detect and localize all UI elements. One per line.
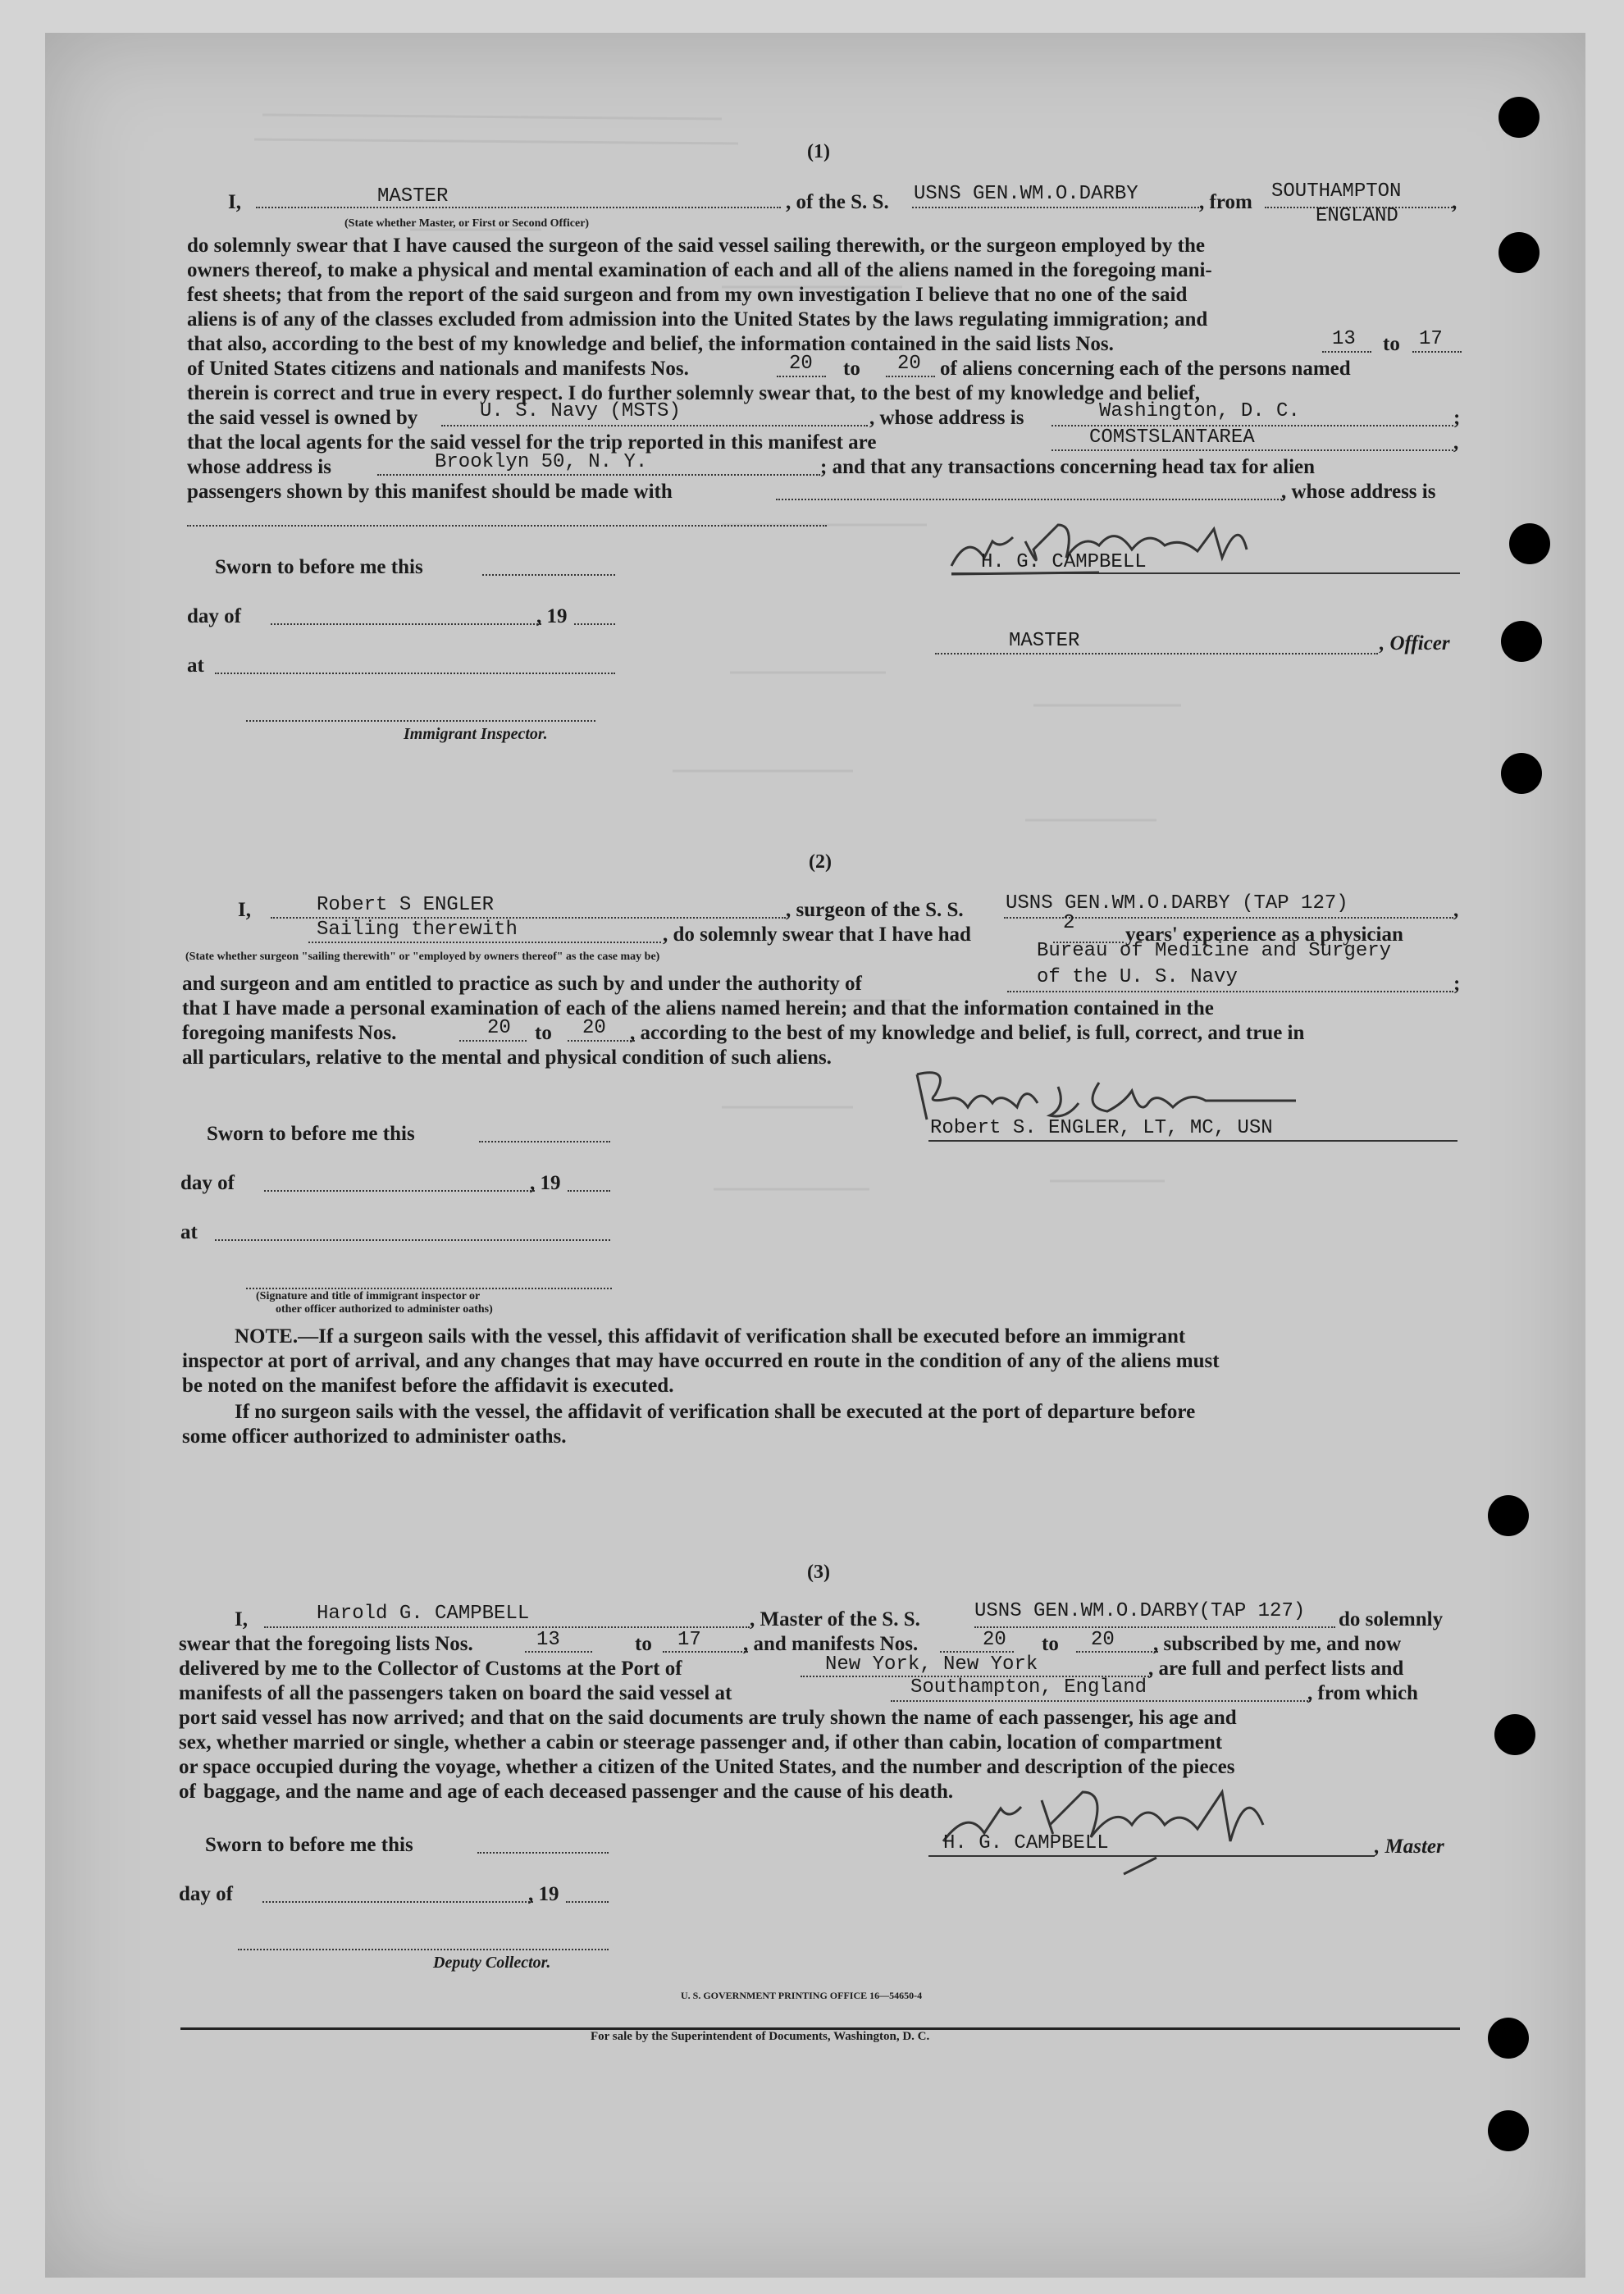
signature	[919, 1759, 1329, 1886]
sworn-text: Sworn to before me this	[215, 556, 423, 578]
year-label: , 19	[528, 1883, 559, 1905]
oath-line: owners thereof, to make a physical and mental examination of each and all of the aliens named in the foregoing mani-	[187, 259, 1212, 281]
at-line	[215, 1239, 610, 1241]
note-line: NOTE.—If a surgeon sails with the vessel, this affidavit of verification shall be executed before an immigrant	[235, 1325, 1186, 1348]
lists-to-line	[1412, 351, 1462, 353]
lists-text: that also, according to the best of my knowledge and belief, the information contained in the said lists Nos.	[187, 333, 1114, 355]
ship-line	[974, 1626, 1335, 1628]
foregoing-text: foregoing manifests Nos.	[182, 1022, 397, 1044]
day-of-label: day of	[187, 605, 241, 627]
comma: ,	[1453, 431, 1459, 454]
day-of-label: day of	[180, 1172, 235, 1194]
manifests-to-line	[1076, 1651, 1158, 1653]
authority-line	[1007, 991, 1453, 992]
inspector-caption: Immigrant Inspector.	[404, 725, 548, 743]
manifests-text: of United States citizens and nationals and manifests Nos.	[187, 358, 689, 380]
signer-name: H. G. CAMPBELL	[943, 1832, 1109, 1854]
surgeon-signature-line	[928, 1140, 1457, 1142]
from-which: , from which	[1307, 1682, 1418, 1704]
agents-address-label: whose address is	[187, 456, 331, 478]
section-number: (1)	[807, 141, 830, 162]
pronoun-i: I,	[228, 191, 241, 213]
year-label: , 19	[530, 1172, 561, 1194]
swear-text: swear that the foregoing lists Nos.	[179, 1633, 473, 1655]
manifests-to: 20	[582, 1017, 606, 1039]
ship-name: USNS GEN.WM.O.DARBY(TAP 127)	[974, 1600, 1306, 1622]
rank-line	[256, 207, 781, 208]
deputy-caption: Deputy Collector.	[433, 1954, 551, 1972]
manifests-from-line	[940, 1651, 1014, 1653]
rank-caption: (State whether Master, or First or Second Officer)	[344, 217, 590, 230]
manifests-to-line	[568, 1040, 635, 1042]
signer-name: Robert S. ENGLER, LT, MC, USN	[930, 1117, 1273, 1139]
manifests-from: 20	[983, 1629, 1006, 1651]
sworn-text: Sworn to before me this	[205, 1834, 413, 1856]
port-from: Southampton, England	[910, 1676, 1147, 1699]
manifests-from-line	[777, 376, 826, 377]
lists-from: 13	[1332, 328, 1356, 350]
year-label: , 19	[536, 605, 568, 627]
officer-label: , Officer	[1380, 632, 1450, 654]
semicolon: ;	[1453, 407, 1461, 429]
day-line	[262, 1901, 533, 1903]
to-label: to	[1042, 1633, 1059, 1655]
sailing-line	[308, 942, 661, 943]
manifests-from: 20	[487, 1017, 511, 1039]
port-from-line	[891, 1700, 1311, 1702]
oath-line-prefix: of	[179, 1781, 196, 1803]
comma: ,	[1453, 899, 1459, 921]
day-line	[264, 1190, 535, 1192]
at-line	[215, 673, 615, 674]
ship-name: USNS GEN.WM.O.DARBY (TAP 127)	[1006, 892, 1348, 914]
port-value: New York, New York	[825, 1653, 1038, 1676]
for-sale-note: For sale by the Superintendent of Documents, Washington, D. C.	[591, 2030, 930, 2043]
at-label: at	[180, 1221, 198, 1243]
punch-hole	[1509, 523, 1550, 564]
manifests-to: 20	[897, 353, 921, 375]
punch-hole	[1499, 232, 1540, 273]
punch-hole	[1501, 753, 1542, 794]
punch-hole	[1494, 1714, 1535, 1755]
signature-caption: other officer authorized to administer oaths)	[276, 1303, 493, 1316]
authority-value-2: of the U. S. Navy	[1037, 966, 1238, 988]
year-line	[574, 623, 615, 625]
head-tax-address-line	[187, 525, 827, 527]
day-line	[271, 623, 541, 625]
oath-line: port said vessel has now arrived; and that on the said documents are truly shown the name of each passenger, his age and	[179, 1707, 1237, 1729]
agents-address-line	[377, 474, 820, 476]
passengers-text: passengers shown by this manifest should be made with	[187, 481, 673, 503]
and-manifests: , and manifests Nos.	[743, 1633, 919, 1655]
sworn-line	[479, 1141, 610, 1142]
owner-line	[441, 425, 868, 426]
to-label: to	[843, 358, 860, 380]
lists-to-line	[663, 1651, 748, 1653]
day-of-label: day of	[179, 1883, 233, 1905]
from-country: ENGLAND	[1316, 205, 1398, 227]
note-line: If no surgeon sails with the vessel, the affidavit of verification shall be executed at the port of departure before	[235, 1401, 1196, 1423]
agents-label: that the local agents for the said vessel for the trip reported in this manifest are	[187, 431, 877, 454]
do-solemnly: do solemnly	[1339, 1608, 1444, 1630]
of-the-ss: , of the S. S.	[786, 191, 889, 213]
years-value: 2	[1063, 912, 1075, 934]
punch-hole	[1499, 97, 1540, 138]
from-label: , from	[1199, 191, 1252, 213]
ship-name: USNS GEN.WM.O.DARBY	[914, 183, 1138, 205]
delivered-post: , are full and perfect lists and	[1148, 1658, 1404, 1680]
section-number: (3)	[807, 1562, 830, 1583]
examination-text: that I have made a personal examination of each of the aliens named herein; and that the information contained in the	[182, 997, 1214, 1019]
swear-text: , do solemnly swear that I have had	[663, 924, 971, 946]
whose-address: , whose address is	[1281, 481, 1436, 503]
sworn-text: Sworn to before me this	[207, 1123, 415, 1145]
manifests-to: 20	[1091, 1629, 1115, 1651]
signature	[935, 500, 1345, 595]
master-name: Harold G. CAMPBELL	[317, 1603, 530, 1625]
oath-line: aliens is of any of the classes excluded from admission into the United States by the laws regulating immigration; and	[187, 308, 1208, 331]
manifests-post: of aliens concerning each of the persons named	[940, 358, 1351, 380]
authority-text: and surgeon and am entitled to practice as such by and under the authority of	[182, 973, 862, 995]
punch-hole	[1488, 1495, 1529, 1536]
note-line: be noted on the manifest before the affidavit is executed.	[182, 1375, 674, 1397]
oath-line: fest sheets; that from the report of the said surgeon and from my own investigation I believe that no one of the said	[187, 284, 1188, 306]
master-of: , Master of the S. S.	[750, 1608, 920, 1630]
manifests-to-line	[886, 376, 935, 377]
lists-from-line	[1322, 351, 1371, 353]
manifests-from-line	[459, 1040, 527, 1042]
agents-address: Brooklyn 50, N. Y.	[435, 451, 648, 473]
sailing-value: Sailing therewith	[317, 919, 518, 941]
officer-line	[935, 653, 1378, 654]
printing-office: U. S. GOVERNMENT PRINTING OFFICE 16—54650-4	[681, 1990, 923, 2001]
therein-line: therein is correct and true in every respect. I do further solemnly swear that, to the best of my knowledge and belief,	[187, 382, 1201, 404]
note-line: inspector at port of arrival, and any changes that may have occurred en route in the condition of any of the aliens must	[182, 1350, 1220, 1372]
lists-to: 17	[1419, 328, 1443, 350]
signature-caption: (Signature and title of immigrant inspector or	[256, 1290, 481, 1302]
oath-line: do solemnly swear that I have caused the surgeon of the said vessel sailing therewith, or the surgeon employed by the	[187, 235, 1205, 257]
lists-from: 13	[536, 1629, 560, 1651]
section-number: (2)	[809, 851, 832, 873]
agents-line	[1051, 449, 1453, 451]
owner-address: Washington, D. C.	[1099, 400, 1300, 422]
oath-line: or space occupied during the voyage, whether a citizen of the United States, and the number and description of the pieces	[179, 1756, 1235, 1778]
years-text: years' experience as a physician	[1125, 924, 1403, 946]
punch-hole	[1501, 621, 1542, 662]
punch-hole	[1488, 2018, 1529, 2059]
rank-value: MASTER	[377, 185, 449, 208]
comma: ,	[1452, 191, 1457, 213]
year-line	[568, 1190, 610, 1192]
authority-value: Bureau of Medicine and Surgery	[1037, 940, 1392, 962]
pronoun-i: I,	[235, 1608, 248, 1630]
to-label: to	[1383, 333, 1400, 355]
owned-label: the said vessel is owned by	[187, 407, 418, 429]
year-line	[566, 1901, 609, 1903]
semicolon: ;	[1453, 973, 1461, 995]
deputy-line	[238, 1949, 609, 1950]
to-label: to	[635, 1633, 652, 1655]
surgeon-name: Robert S ENGLER	[317, 894, 495, 916]
head-tax-text: ; and that any transactions concerning head tax for alien	[820, 456, 1316, 478]
delivered-text: delivered by me to the Collector of Customs at the Port of	[179, 1658, 682, 1680]
agents-value: COMSTSLANTAREA	[1089, 426, 1255, 449]
owner-address-label: , whose address is	[869, 407, 1024, 429]
punch-hole	[1488, 2110, 1529, 2151]
surgeon-of: , surgeon of the S. S.	[786, 899, 964, 921]
from-place: SOUTHAMPTON	[1271, 180, 1402, 203]
particulars-text: all particulars, relative to the mental and physical condition of such aliens.	[182, 1047, 832, 1069]
foregoing-post: , according to the best of my knowledge and belief, is full, correct, and true in	[630, 1022, 1305, 1044]
ship-line	[912, 207, 1199, 208]
master-name-line	[264, 1626, 750, 1628]
manifests-from: 20	[789, 353, 813, 375]
sworn-line	[477, 1852, 609, 1854]
manifests-text: manifests of all the passengers taken on board the said vessel at	[179, 1682, 732, 1704]
to-label: to	[535, 1022, 552, 1044]
oath-line: sex, whether married or single, whether a cabin or steerage passenger and, if other than cabin, location of compartment	[179, 1731, 1223, 1754]
owner-value: U. S. Navy (MSTS)	[480, 400, 681, 422]
master-label: , Master	[1375, 1836, 1444, 1858]
lists-to: 17	[677, 1629, 701, 1651]
master-signature-line	[928, 1855, 1375, 1857]
oath-line: baggage, and the name and age of each deceased passenger and the cause of his death.	[203, 1781, 954, 1803]
lists-from-line	[525, 1651, 592, 1653]
subscribed-text: , subscribed by me, and now	[1153, 1633, 1402, 1655]
signer-name: H. G. CAMPBELL	[981, 551, 1147, 573]
at-label: at	[187, 654, 204, 677]
sailing-caption: (State whether surgeon "sailing therewith" or "employed by owners thereof" as the case may be)	[185, 951, 660, 963]
signer-title: MASTER	[1009, 630, 1080, 652]
note-line: some officer authorized to administer oaths.	[182, 1425, 567, 1448]
sworn-line	[482, 574, 615, 576]
pronoun-i: I,	[238, 899, 251, 921]
